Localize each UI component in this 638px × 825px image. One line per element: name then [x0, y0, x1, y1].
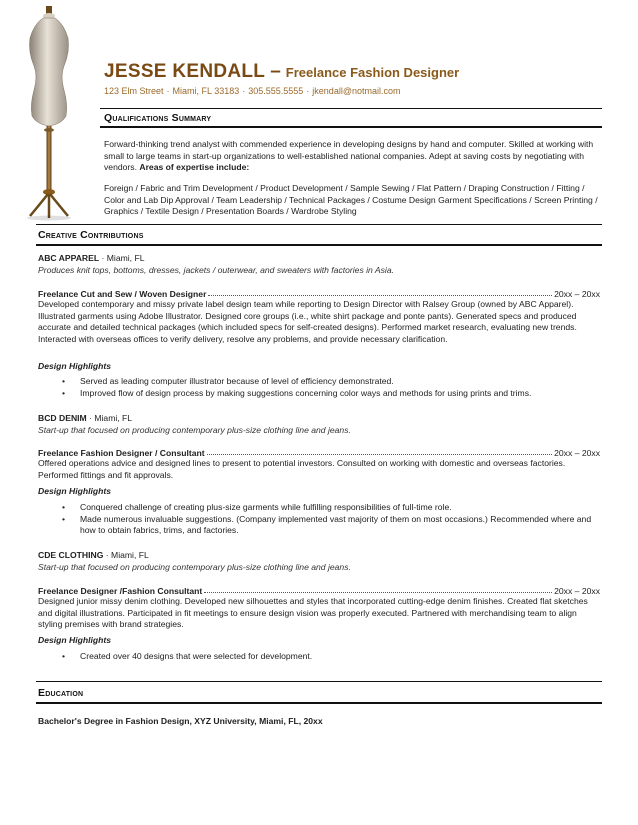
contact-street: 123 Elm Street: [104, 86, 164, 96]
job-title-line: [38, 287, 600, 299]
company-line: ABC APPAREL · Miami, FL: [38, 253, 145, 263]
education-top-divider: [36, 681, 602, 682]
job-title: Freelance Fashion Designer / Consultant: [38, 448, 205, 458]
company-line: CDE CLOTHING · Miami, FL: [38, 550, 149, 560]
job-title-line: [38, 446, 600, 458]
education-heading: Education: [38, 687, 84, 699]
header-divider: [100, 108, 602, 109]
dress-form-icon: [10, 4, 90, 224]
design-highlights-label: Design Highlights: [38, 635, 112, 645]
summary-text: Forward-thinking trend analyst with commended experience in developing designs by hand and computer. Skilled at working with small to large teams in start-up organizations to well-established national companies. Adept at saving costs by negotiating with vendors.: [104, 139, 594, 172]
contact-separator: ·: [166, 86, 170, 96]
job-title: Freelance Cut and Sew / Woven Designer: [38, 289, 207, 299]
leader-dots: [208, 295, 552, 296]
company-name: CDE CLOTHING: [38, 550, 104, 560]
leader-dots: [207, 454, 552, 455]
contact-separator: ·: [306, 86, 310, 96]
highlight-item: • Served as leading computer illustrator because of level of efficiency demonstrated.: [62, 376, 602, 388]
leader-dots: [204, 592, 552, 593]
company-description: Start-up that focused on producing contemporary plus-size clothing line and jeans.: [38, 562, 351, 572]
company-location: Miami, FL: [94, 413, 133, 423]
job-title-line: [38, 584, 600, 596]
highlight-list: [62, 502, 602, 537]
company-location: Miami, FL: [106, 253, 145, 263]
job-title: Freelance Designer /Fashion Consultant: [38, 586, 203, 596]
company-name: BCD DENIM: [38, 413, 87, 423]
design-highlights-label: Design Highlights: [38, 361, 112, 371]
job-summary: Developed contemporary and missy private label design team while reporting to Design Director with Ralsey Group (owned by ABC Apparel). Illustrated garments using Adobe Illustrator. Designed core groups (i.e., white shirt package and ponte pants). Generated specs and produced accurate and detailed technical packages (which included specs for self-created designs). Performed market research, evaluating new trends. Interacted with overseas offices to verify delivery, resolve any problems, and provide necessary clarification.: [38, 299, 577, 344]
highlight-item: • Made numerous invaluable suggestions. (Company implemented vast majority of them on most occasions.) Recommended where and how to obtain fabrics, trims, and factories.: [62, 514, 602, 537]
name-dash: –: [270, 61, 281, 82]
highlight-item: • Created over 40 designs that were selected for development.: [62, 651, 602, 663]
job-dates: 20xx – 20xx: [554, 586, 600, 596]
summary-paragraph: [104, 139, 601, 174]
contact-email[interactable]: jkendall@notmail.com: [312, 86, 401, 96]
areas-label: Areas of expertise include:: [139, 162, 250, 172]
education-rule: [36, 702, 602, 704]
candidate-name: JESSE KENDALL: [104, 61, 266, 82]
contact-line: [104, 86, 400, 96]
company-line: BCD DENIM · Miami, FL: [38, 413, 133, 423]
job-dates: 20xx – 20xx: [554, 289, 600, 299]
company-name: ABC APPAREL: [38, 253, 100, 263]
company-description: Start-up that focused on producing contemporary plus-size clothing line and jeans.: [38, 425, 351, 435]
highlight-list: [62, 376, 602, 399]
summary-heading: Qualifications Summary: [104, 112, 212, 124]
company-description: Produces knit tops, bottoms, dresses, jackets / outerwear, and sweaters with factories in Asia.: [38, 265, 395, 275]
areas-of-expertise: Foreign / Fabric and Trim Development / Product Development / Sample Sewing / Flat Pattern / Draping Construction / Fitting / Color and Lab Dip Approval / Team Leadership / Technical Packages / Costume Design Garment Specifications / Screen Printing / Graphics / Textile Design / Presentation Boards / Wardrobe Styling: [104, 183, 598, 216]
creative-top-divider: [36, 224, 602, 225]
company-location: Miami, FL: [111, 550, 149, 560]
name-line: [104, 61, 459, 83]
design-highlights-label: Design Highlights: [38, 486, 112, 496]
job-dates: 20xx – 20xx: [554, 448, 600, 458]
job-summary: Designed junior missy denim clothing. Developed new silhouettes and styles that incorporated cutting-edge denim finishes. Created flat sketches and digital illustrations. Participated in fit meetings to ensure design vision was properly executed. Partnered with merchandising team to align styling premises with brand strategies.: [38, 596, 588, 629]
candidate-title: Freelance Fashion Designer: [285, 65, 460, 80]
contact-separator: ·: [242, 86, 246, 96]
highlight-list: [62, 651, 602, 663]
degree: Bachelor's Degree in Fashion Design, XYZ University, Miami, FL, 20xx: [38, 716, 323, 726]
contact-city: Miami, FL 33183: [172, 86, 240, 96]
summary-rule: [100, 126, 602, 128]
highlight-item: • Conquered challenge of creating plus-size garments while fulfilling responsibilities of full-time role.: [62, 502, 602, 514]
creative-heading: Creative Contributions: [38, 229, 144, 241]
creative-rule: [36, 244, 602, 246]
highlight-item: • Improved flow of design process by making suggestions concerning color ways and methods for using prints and trims.: [62, 388, 602, 400]
contact-phone: 305.555.5555: [248, 86, 304, 96]
job-summary: Offered operations advice and designed lines to present to potential investors. Consulted on working with domestic and overseas factories. Performed fittings and fit approvals.: [38, 458, 566, 480]
